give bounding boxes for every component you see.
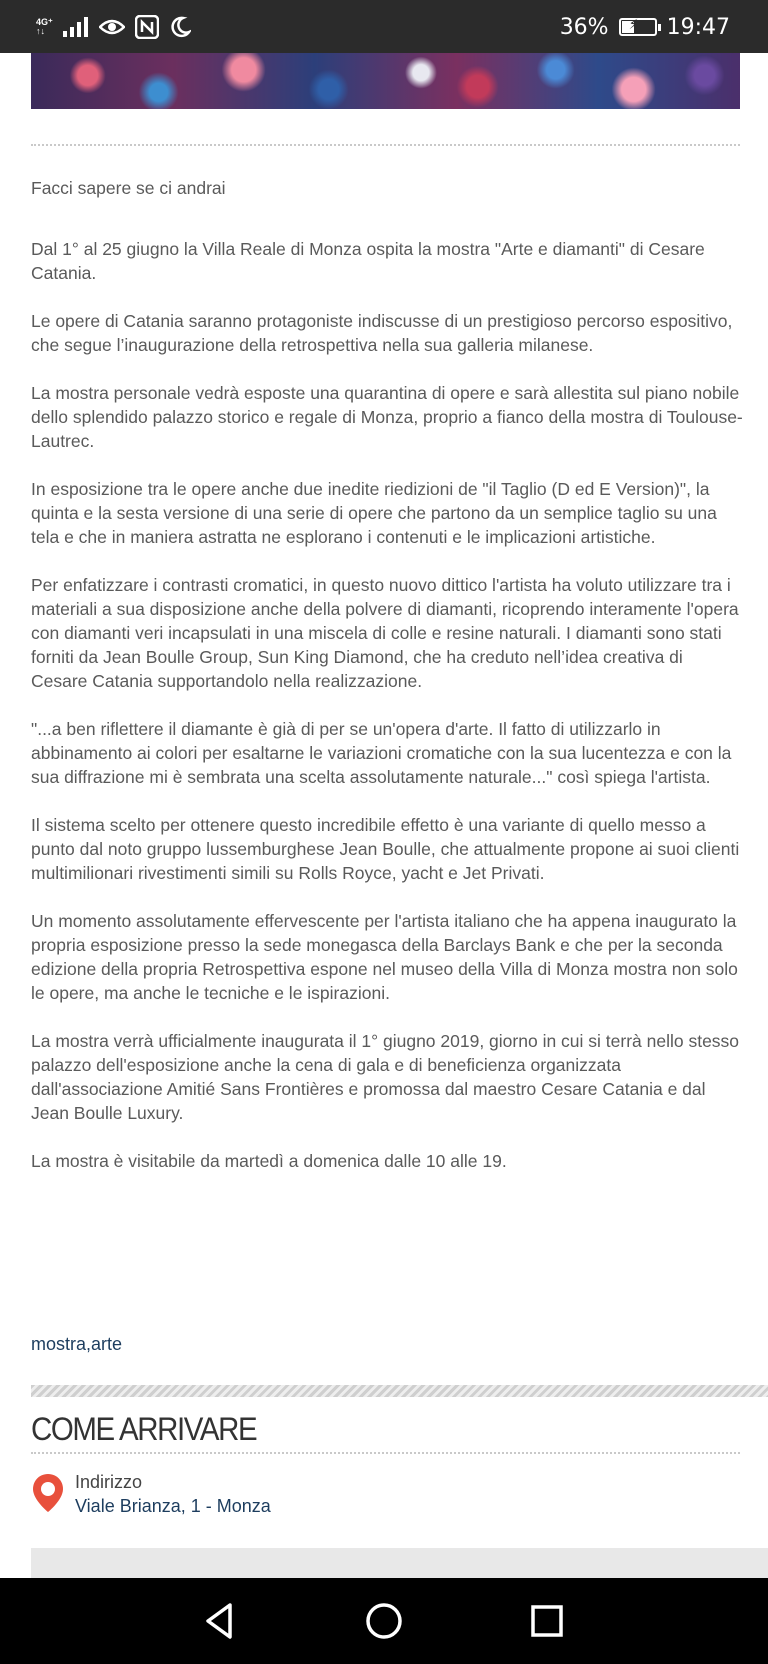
system-navigation-bar (0, 1578, 768, 1664)
home-circle-icon[interactable] (362, 1599, 406, 1643)
eye-icon (99, 17, 125, 37)
article-paragraph: La mostra personale vedrà esposte una quarantina di opere e sarà allestita sul piano nobile dello splendido palazzo storico e regale di Monza, proprio a fianco della mostra di Toulouse-Lautrec. (31, 383, 743, 451)
tag-link-arte[interactable]: arte (91, 1334, 123, 1354)
charging-bolt-icon: ⚡ (628, 17, 639, 33)
article-tags (31, 1334, 122, 1355)
article-paragraph: "...a ben riflettere il diamante è già di per se un'opera d'arte. Il fatto di utilizzarlo in abbinamento ai colori per esaltarne le variazioni cromatiche con la sua lucentezza e con la sua diffrazione mi è sembrata una scelta assolutamente naturale..." così spiega l'artista. (31, 719, 732, 787)
intro-text: Facci sapere se ci andrai (31, 178, 226, 198)
network-type (36, 18, 53, 36)
network-type-label: 4G⁺ (36, 17, 53, 27)
article-paragraph: Le opere di Catania saranno protagoniste indiscusse di un prestigioso percorso espositivo, che segue l’inaugurazione della retrospettiva nella sua galleria milanese. (31, 311, 733, 355)
status-icons-left (36, 12, 191, 42)
article-paragraph: In esposizione tra le opere anche due inedite riedizioni de "il Taglio (D ed E Version)", la quinta e la sesta versione di una serie di opere che partono da un semplice taglio su una tela e che in maniera astratta ne esplorano i contenuti e le implicazioni artistiche. (31, 479, 717, 547)
article-paragraph: La mostra verrà ufficialmente inaugurata il 1° giugno 2019, giorno in cui si terrà nello stesso palazzo dell'esposizione anche la cena di gala e di beneficienza organizzata dall'associazione Amitié Sans Frontières e promossa dal maestro Cesare Catania e dal Jean Boulle Luxury. (31, 1031, 740, 1123)
address-label: Indirizzo (75, 1472, 143, 1492)
clock-time: 19:47 (666, 14, 730, 40)
location-pin-icon (31, 1472, 65, 1514)
hero-artwork-image (31, 53, 740, 109)
map-placeholder (31, 1548, 768, 1578)
address-block (31, 1470, 271, 1518)
tag-separator: , (86, 1334, 92, 1354)
nfc-icon (135, 15, 159, 39)
status-bar (0, 0, 768, 53)
article-paragraph: Il sistema scelto per ottenere questo incredibile effetto è una variante di quello messo a punto dal noto gruppo lussemburghese Jean Boulle, che attualmente propone ai suoi clienti multimilionari rivestimenti simili su Rolls Royce, yacht e Jet Privati. (31, 815, 740, 883)
moon-icon (169, 16, 191, 38)
separator (31, 144, 740, 146)
article-paragraph: La mostra è visitabile da martedì a domenica dalle 10 alle 19. (31, 1151, 507, 1171)
tag-link-mostra[interactable]: mostra (31, 1334, 87, 1354)
article-body (31, 237, 743, 1197)
signal-icon (63, 17, 89, 37)
section-divider (31, 1385, 768, 1397)
directions-title: COME ARRIVARE (31, 1411, 257, 1447)
battery-percent: 36% (559, 14, 609, 40)
address-value[interactable]: Viale Brianza, 1 - Monza (75, 1496, 271, 1516)
article-paragraph: Un momento assolutamente effervescente per l'artista italiano che ha appena inaugurato la propria esposizione presso la sede monegasca della Barclays Bank e che per la seconda edizione della propria Retrospettiva espone nel museo della Villa di Monza mostra non solo le opere, ma anche le tecniche e le ispirazioni. (31, 911, 738, 1003)
article-paragraph: Dal 1° al 25 giugno la Villa Reale di Monza ospita la mostra "Arte e diamanti" di Cesare Catania. (31, 239, 705, 283)
article-paragraph: Per enfatizzare i contrasti cromatici, in questo nuovo dittico l'artista ha voluto utilizzare tra i materiali a sua disposizione anche della polvere di diamanti, ricoprendo interamente l'opera con diamanti veri incapsulati in una miscela di colle e resine naturali. I diamanti sono stati forniti da Jean Boulle Group, Sun King Diamond, che ha creduto nell’idea creativa di Cesare Catania supportandolo nella realizzazione. (31, 575, 739, 691)
battery-icon (619, 18, 657, 36)
separator (31, 1452, 740, 1454)
back-triangle-icon[interactable] (198, 1599, 242, 1643)
network-activity-label: ↑↓ (36, 26, 45, 36)
recents-square-icon[interactable] (525, 1599, 569, 1643)
article-intro (31, 176, 743, 200)
status-icons-right (560, 12, 730, 42)
